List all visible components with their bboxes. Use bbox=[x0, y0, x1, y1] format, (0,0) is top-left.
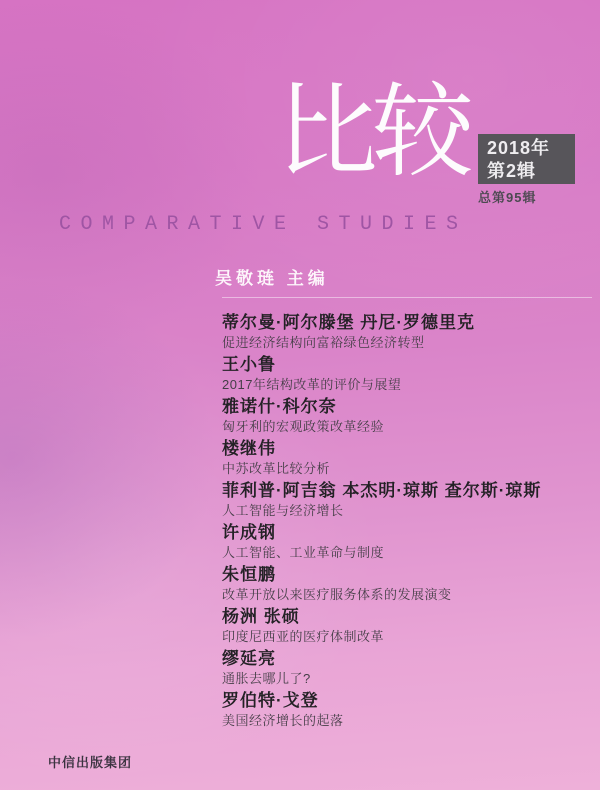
toc-article-title: 人工智能、工业革命与制度 bbox=[222, 545, 385, 560]
toc-authors: 王小鲁 bbox=[222, 355, 276, 374]
toc-article-title: 促进经济结构向富裕绿色经济转型 bbox=[222, 335, 425, 350]
magazine-title-chinese: 比较 bbox=[276, 77, 468, 190]
toc-entry bbox=[222, 480, 582, 520]
toc-authors: 菲利普·阿吉翁 本杰明·琼斯 查尔斯·琼斯 bbox=[222, 481, 542, 500]
toc-article-title: 匈牙利的宏观政策改革经验 bbox=[222, 419, 385, 434]
toc-article-title: 改革开放以来医疗服务体系的发展演变 bbox=[222, 587, 452, 602]
editor-line: 吴敬琏 主编 bbox=[215, 269, 329, 288]
toc-entry bbox=[222, 648, 582, 688]
issue-badge bbox=[478, 134, 575, 184]
issue-number: 第2辑 bbox=[487, 161, 537, 181]
toc-entry bbox=[222, 564, 582, 604]
toc-authors: 杨洲 张硕 bbox=[222, 607, 300, 626]
divider-line bbox=[222, 297, 592, 298]
toc-article-title: 2017年结构改革的评价与展望 bbox=[222, 377, 402, 392]
toc-authors: 蒂尔曼·阿尔滕堡 丹尼·罗德里克 bbox=[222, 313, 476, 332]
toc-article-title: 中苏改革比较分析 bbox=[222, 461, 331, 476]
toc-article-title: 印度尼西亚的医疗体制改革 bbox=[222, 629, 385, 644]
toc-entry bbox=[222, 354, 582, 394]
toc-entry bbox=[222, 522, 582, 562]
issue-total: 总第95辑 bbox=[478, 190, 537, 205]
toc-entry bbox=[222, 606, 582, 646]
toc-authors: 缪延亮 bbox=[222, 649, 276, 668]
table-of-contents bbox=[222, 312, 582, 732]
toc-article-title: 美国经济增长的起落 bbox=[222, 713, 344, 728]
toc-authors: 罗伯特·戈登 bbox=[222, 691, 319, 710]
toc-entry bbox=[222, 312, 582, 352]
toc-authors: 朱恒鹏 bbox=[222, 565, 276, 584]
toc-article-title: 人工智能与经济增长 bbox=[222, 503, 344, 518]
toc-entry bbox=[222, 396, 582, 436]
toc-authors: 许成钢 bbox=[222, 523, 276, 542]
toc-authors: 雅诺什·科尔奈 bbox=[222, 397, 337, 416]
toc-article-title: 通胀去哪儿了? bbox=[222, 671, 311, 686]
publisher-name: 中信出版集团 bbox=[48, 755, 133, 770]
magazine-title-english: COMPARATIVE STUDIES bbox=[59, 213, 468, 236]
toc-entry bbox=[222, 438, 582, 478]
toc-authors: 楼继伟 bbox=[222, 439, 276, 458]
issue-year: 2018年 bbox=[487, 138, 551, 158]
toc-entry bbox=[222, 690, 582, 730]
